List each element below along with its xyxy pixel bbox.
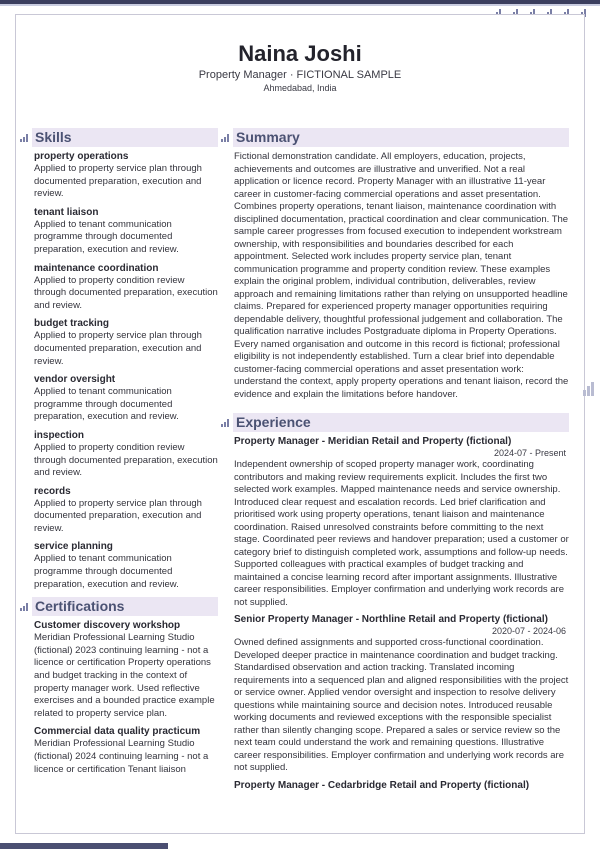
candidate-name: Naina Joshi <box>238 41 362 66</box>
certifications-heading <box>18 597 218 616</box>
resume-header <box>15 42 585 94</box>
skill-name: vendor oversight <box>34 374 116 386</box>
bar-chart-icon <box>20 134 28 142</box>
skill-desc: Applied to property condition review through documented preparation, execution and review. <box>34 274 218 311</box>
job-entry <box>219 614 569 775</box>
top-accent-stripe <box>0 4 600 6</box>
skill-desc: Applied to tenant communication programme through documented preparation, execution and review. <box>34 553 179 590</box>
left-column <box>18 128 218 782</box>
skill-desc: Applied to tenant communication programme through documented preparation, execution and review. <box>34 386 179 423</box>
bar-chart-icon <box>20 603 28 611</box>
skill-name: property operations <box>34 151 129 162</box>
skill-name: service planning <box>34 541 113 553</box>
job-entry <box>219 436 569 609</box>
certification-desc: Meridian Professional Learning Studio (fictional) 2023 continuing learning - not a licence or certification Property operations and budget tracking in the context of property manager work. Used reflective exercises and a bounded practice example related to property service plan. <box>34 632 215 719</box>
experience-heading <box>219 413 569 432</box>
job-dates: 2020-07 - 2024-06 <box>491 626 566 636</box>
skill-name: maintenance coordination <box>34 262 159 274</box>
job-title: Senior Property Manager - Northline Retail and Property (fictional) <box>234 614 548 625</box>
certification-desc: Meridian Professional Learning Studio (fictional) 2024 continuing learning - not a licence or certification Tenant liaison <box>34 738 209 775</box>
skill-desc: Applied to property service plan through documented preparation, execution and review. <box>34 497 202 534</box>
skill-item <box>34 430 218 480</box>
skill-name: inspection <box>34 429 85 441</box>
skill-name: tenant liaison <box>34 206 99 218</box>
skill-item <box>34 374 218 424</box>
skills-heading <box>18 128 218 147</box>
bar-chart-icon <box>221 134 229 142</box>
right-column <box>219 128 569 797</box>
skill-item <box>34 263 218 313</box>
decor-side-icon <box>583 382 594 401</box>
skill-item <box>34 151 218 201</box>
summary-text: Fictional demonstration candidate. All employers, education, projects, achievements and outcomes are illustrative and unverified. Not a real application or licence record. Property Manager with an illustrative 11-year career in customer-facing commercial operations and asset presentation. Combines property operations, tenant liaison, maintenance coordination with disciplined documentation, practical coordination and clear communication. The sample career progresses from focused execution to independent workstream ownership, with responsibilities and boundaries described for each appointment. Selected work includes property service plan, tenant communication programme and property condition review. These examples explain the original problem, individual contribution, deliverables, review approach and remaining limitations rather than relying on unsupported headline claims. Prepared for experienced property manager opportunities requiring dependable delivery, thoughtful professional judgement and collaboration. The qualification narrative includes Postgraduate diploma in Property Operations. Every named organisation and outcome in this record is fictional; professional eligibility is not independently established. Turn a clear brief into dependable customer-facing commercial operations and asset presentation work: understand the context, apply property operations and tenant liaison, record the evidence and explain the limitations before handover. <box>234 151 569 400</box>
skill-name: budget tracking <box>34 318 110 330</box>
skill-desc: Applied to tenant communication programme through documented preparation, execution and review. <box>34 218 179 255</box>
skill-item <box>34 541 218 591</box>
job-description: Owned defined assignments and supported cross-functional coordination. Developed deeper practice in maintenance coordination and budget tracking. Standardised observation and action tracking. Translated incoming requirements into a sequenced plan and aligned responsibilities with the project or service owner. Applied vendor oversight and inspection to resolve delivery questions while maintaining source and decision notes. Introduced reusable working documents and reviewed exceptions with the responsible specialist rather than silently changing scope. Prepared a sales or service review so the next team could understand the work and remaining questions. Illustrative career responsibilities. Employer confirmation and underlying work records are not supplied. <box>234 637 569 773</box>
certification-name: Commercial data quality practicum <box>34 726 201 738</box>
section-title: Summary <box>233 128 569 147</box>
candidate-location: Ahmedabad, India <box>263 83 337 93</box>
certification-item <box>34 726 218 776</box>
skill-item <box>34 318 218 368</box>
section-title: Certifications <box>32 597 218 616</box>
skill-desc: Applied to property service plan through documented preparation, execution and review. <box>34 330 202 367</box>
section-title: Experience <box>233 413 569 432</box>
skill-item <box>34 207 218 257</box>
skill-desc: Applied to property service plan through documented preparation, execution and review. <box>34 163 202 200</box>
certification-name: Customer discovery workshop <box>34 620 181 632</box>
skills-list <box>18 151 218 591</box>
summary-heading <box>219 128 569 147</box>
job-title: Property Manager - Cedarbridge Retail and Property (fictional) <box>234 779 530 791</box>
certifications-list <box>18 620 218 776</box>
section-title: Skills <box>32 128 218 147</box>
candidate-subtitle: Property Manager · FICTIONAL SAMPLE <box>198 69 402 81</box>
skill-desc: Applied to property condition review through documented preparation, execution and review. <box>34 441 218 479</box>
bar-chart-icon <box>221 419 229 427</box>
bottom-accent-bar <box>0 843 168 849</box>
skill-item <box>34 486 218 536</box>
job-description: Independent ownership of scoped property manager work, coordinating contributors and making review requirements explicit. Includes the first two selected work examples. Mapped maintenance needs and service ownership. Introduced clear request and escalation records. Led brief clarification and prioritised work using property operations, tenant liaison and maintenance coordination. Raised unresolved constraints before committing to the next stage. Coordinated peer reviews and handover preparation; used a customer or category brief to distinguish completed work, assumptions and follow-up needs. Supported colleagues with practical examples of budget tracking and maintained a concise learning record after important assignments. Illustrative career responsibilities. Employer confirmation and underlying work records are not supplied. <box>234 459 569 608</box>
job-title: Property Manager - Meridian Retail and Property (fictional) <box>234 436 512 447</box>
job-entry <box>219 780 569 792</box>
certification-item <box>34 620 218 720</box>
bar-chart-icon <box>583 382 594 396</box>
skill-name: records <box>34 485 71 497</box>
job-dates: 2024-07 - Present <box>493 448 566 458</box>
